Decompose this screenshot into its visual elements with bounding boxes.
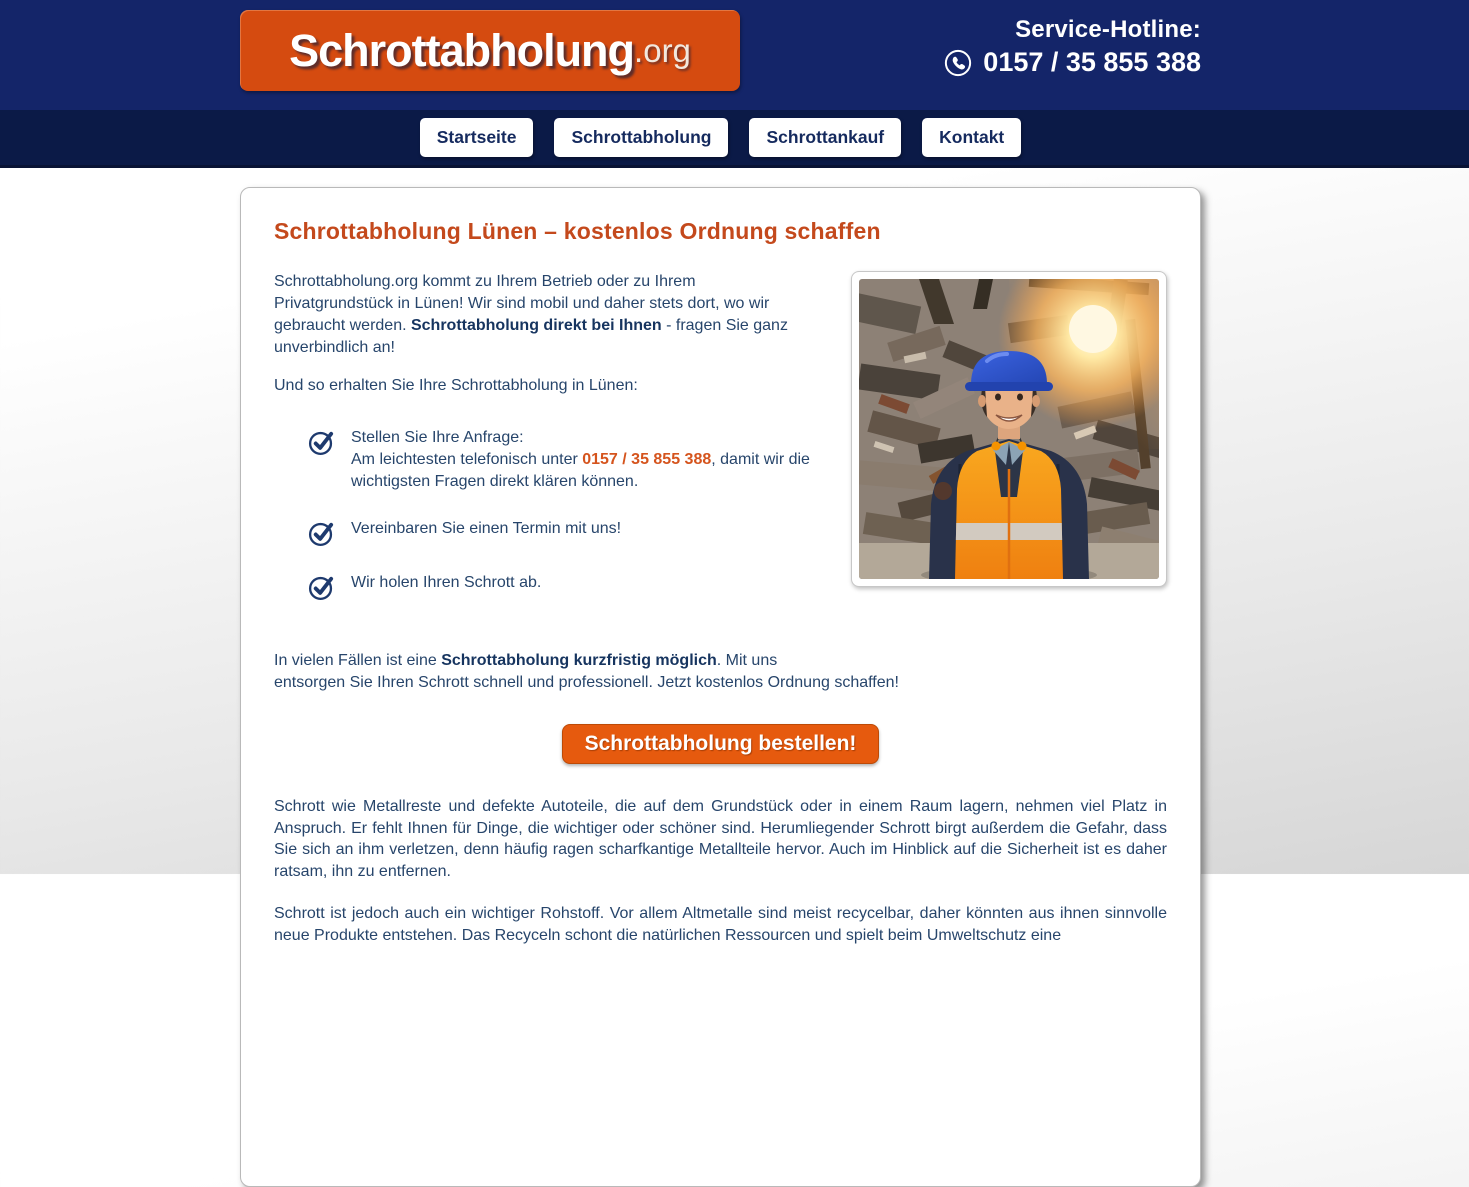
site-logo[interactable] <box>240 10 740 91</box>
intro-text-2: - fragen Sie ganz unverbindlich an! <box>274 317 788 356</box>
hotline-number[interactable]: 0157 / 35 855 388 <box>983 47 1201 77</box>
step-text <box>351 427 814 493</box>
step-item-termin <box>308 518 814 547</box>
intro-column <box>274 271 814 626</box>
paragraph-schrott-platz: Schrott wie Metallreste und defekte Autoteile, die auf dem Grundstück oder in einem Raum lagern, nehmen viel Platz in Anspruch. Er fehlt Ihnen für Dinge, die wichtiger oder schöner sind. Herumliegender Schrott birgt außerdem die Gefahr, dass Sie sich an ihm verletzen, denn häufig ragen scharfkantige Metallteile hervor. Auch im Hinblick auf die Sicherheit ist es daher ratsam, ihn zu entfernen. <box>274 798 1167 880</box>
step-text <box>351 572 541 594</box>
main-content <box>0 187 1469 1187</box>
steps-list <box>274 427 814 601</box>
closing-paragraph <box>274 650 1167 694</box>
steps-lead: Und so erhalten Sie Ihre Schrottabholung in Lünen: <box>274 377 638 394</box>
page-title: Schrottabholung Lünen – kostenlos Ordnung schaffen <box>274 218 881 244</box>
nav-item-startseite[interactable]: Startseite <box>420 118 534 157</box>
step-1-line-2-post: , damit wir die wichtigsten Fragen direkt klären können. <box>351 451 810 490</box>
step-phone-link[interactable]: 0157 / 35 855 388 <box>582 451 712 468</box>
check-circle-icon <box>308 429 335 456</box>
closing-text-pre: In vielen Fällen ist eine <box>274 652 442 669</box>
nav-item-schrottankauf[interactable]: Schrottankauf <box>749 118 901 157</box>
service-hotline <box>944 16 1201 78</box>
hotline-label: Service-Hotline: <box>1015 16 1201 43</box>
intro-bold-text: Schrottabholung direkt bei Ihnen <box>410 317 662 334</box>
paragraph-schrott-rohstoff: Schrott ist jedoch auch ein wichtiger Rohstoff. Vor allem Altmetalle sind meist recycelbar, daher könnten aus ihnen sinnvolle neue Produkte entstehen. Das Recyceln schont die natürlichen Ressourcen und spielt beim Umweltschutz eine <box>274 905 1167 944</box>
main-nav <box>0 110 1469 168</box>
step-2-line-1: Vereinbaren Sie einen Termin mit uns! <box>351 520 622 537</box>
step-3-line-1: Wir holen Ihren Schrott ab. <box>351 574 542 591</box>
step-item-anfrage <box>308 427 814 493</box>
order-pickup-button[interactable]: Schrottabholung bestellen! <box>562 724 880 764</box>
intro-paragraph <box>274 271 814 359</box>
phone-icon <box>944 49 972 77</box>
nav-item-schrottabholung[interactable]: Schrottabholung <box>554 118 728 157</box>
nav-item-kontakt[interactable]: Kontakt <box>922 118 1021 157</box>
check-circle-icon <box>308 520 335 547</box>
worker-photo <box>851 271 1167 587</box>
step-1-line-1: Stellen Sie Ihre Anfrage: <box>351 429 524 446</box>
check-circle-icon <box>308 574 335 601</box>
step-1-line-2-pre: Am leichtesten telefonisch unter <box>351 451 583 468</box>
content-card <box>240 187 1201 1187</box>
closing-bold-text: Schrottabholung kurzfristig möglich <box>441 652 717 669</box>
site-header <box>0 0 1469 110</box>
cta-row <box>274 724 1167 764</box>
step-item-abholung <box>308 572 814 601</box>
intro-text-1: Schrottabholung.org kommt zu Ihrem Betrieb oder zu Ihrem Privatgrundstück in Lünen! Wir sind mobil und daher stets dort, wo wir gebraucht werden. <box>274 273 770 334</box>
logo-suffix-text: .org <box>634 31 691 69</box>
step-text <box>351 518 621 540</box>
logo-main-text: Schrottabholung <box>289 24 635 76</box>
closing-text-line-2: entsorgen Sie Ihren Schrott schnell und professionell. Jetzt kostenlos Ordnung schaffen! <box>274 674 899 691</box>
closing-text-post: . Mit uns <box>716 652 778 669</box>
